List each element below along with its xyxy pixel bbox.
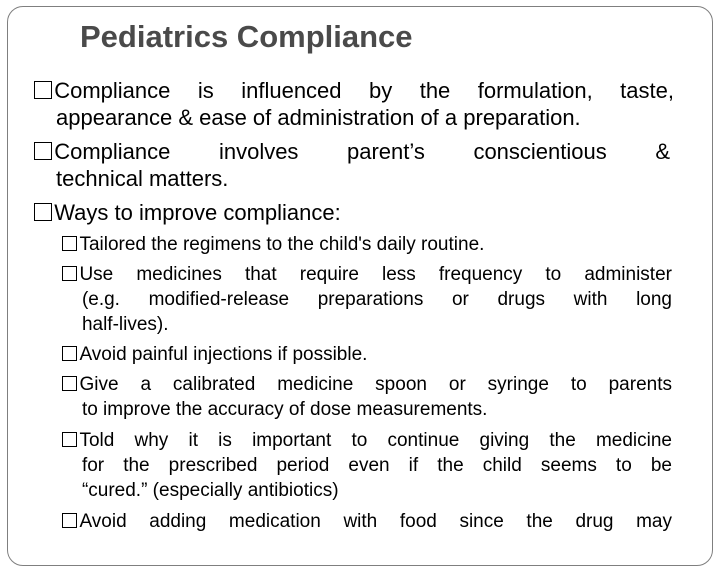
square-bullet-icon [62,236,77,252]
sub-bullet-line: Give a calibrated medicine spoon or syringe to parents [62,372,672,397]
sub-bullet-line: Avoid painful injections if possible. [62,342,674,367]
sub-bullet-point [62,509,672,534]
bullet-point [34,138,670,192]
slide-title: Pediatrics Compliance [80,19,413,54]
sub-bullet-line: Tailored the regimens to the child's daily routine. [62,232,674,257]
square-bullet-icon [62,266,77,282]
sub-bullet-line: for the prescribed period even if the child seems to be [81,455,672,476]
sub-bullet-line: Avoid adding medication with food since the drug may [62,509,672,534]
sub-bullet-point [62,428,672,503]
sub-bullet-point [62,262,672,337]
square-bullet-icon [62,432,77,448]
sub-bullet-point [62,232,674,257]
sub-bullet-point [62,372,672,422]
bullet-point [34,77,674,131]
bullet-line: appearance & ease of administration of a preparation. [56,105,581,130]
square-bullet-icon [34,81,52,99]
square-bullet-icon [34,203,52,221]
square-bullet-icon [62,513,77,529]
bullet-point [34,199,674,226]
square-bullet-icon [62,346,77,362]
bullet-line: Ways to improve compliance: [34,199,674,226]
sub-bullet-line: half-lives). [81,314,169,335]
bullet-line: Compliance involves parent’s conscientious & [34,138,670,165]
sub-bullet-line: (e.g. modified-release preparations or drugs with long [81,289,672,310]
bullet-line: Compliance is influenced by the formulation, taste, [34,77,674,104]
sub-bullet-line: Told why it is important to continue giving the medicine [62,428,672,453]
sub-bullet-line: to improve the accuracy of dose measurements. [81,399,488,420]
bullet-line: technical matters. [56,166,229,191]
sub-bullet-line: Use medicines that require less frequency to administer [62,262,672,287]
square-bullet-icon [62,376,77,392]
sub-bullet-line: “cured.” (especially antibiotics) [81,480,339,501]
square-bullet-icon [34,142,52,160]
sub-bullet-point [62,342,674,367]
